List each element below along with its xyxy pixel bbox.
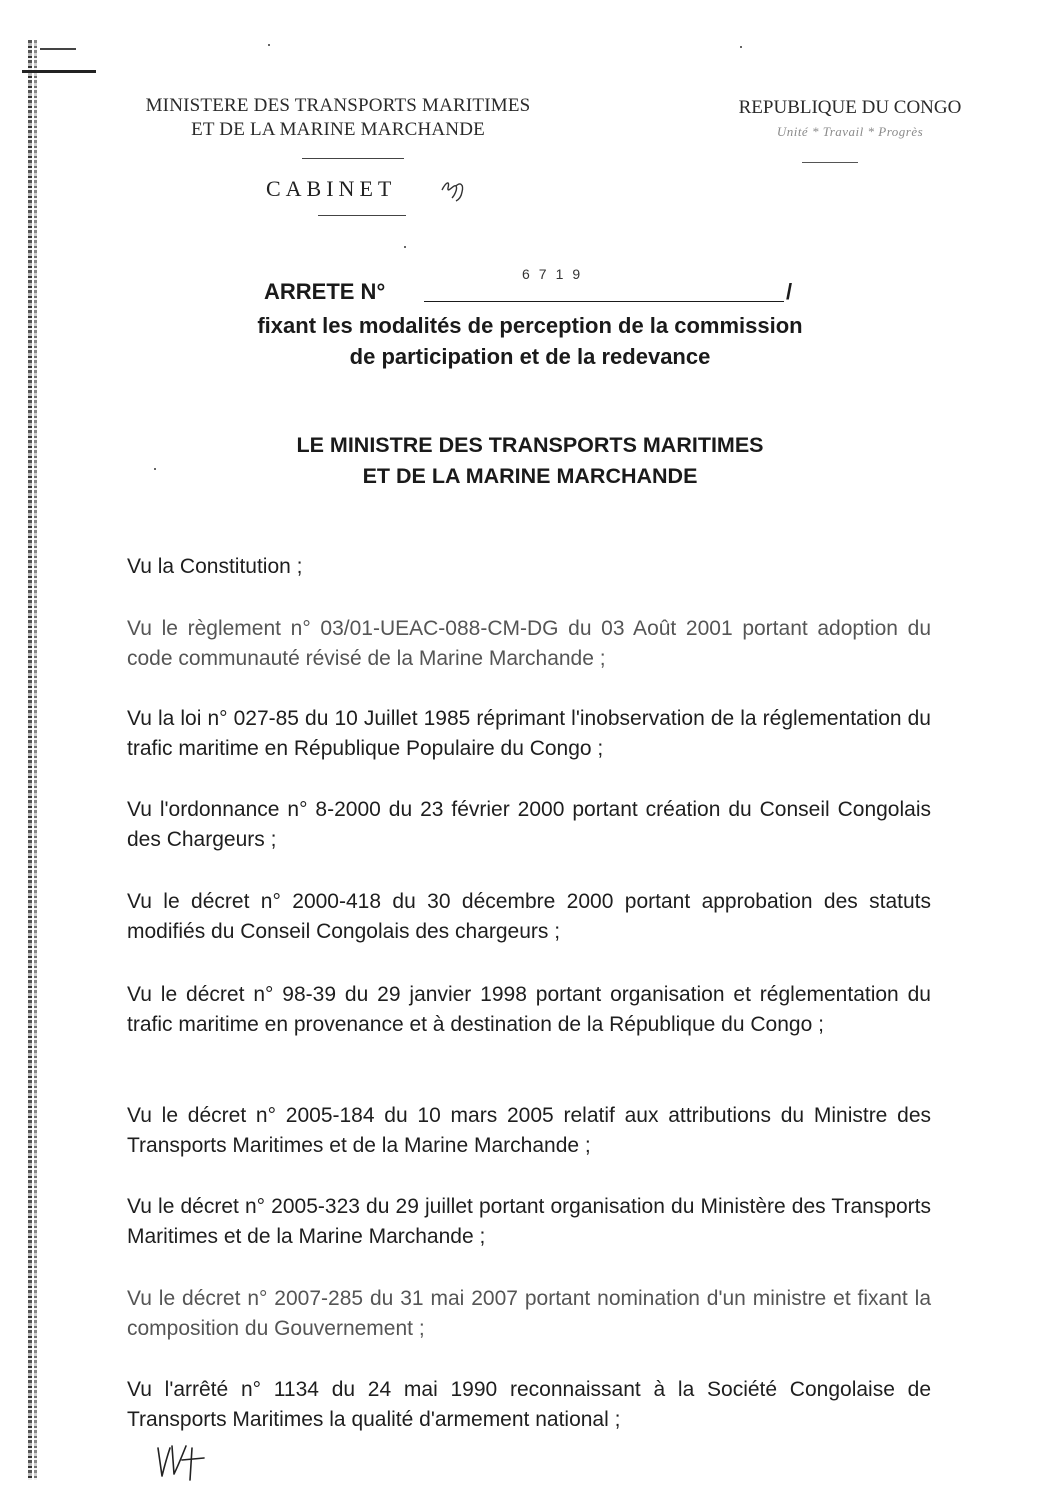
ministry-line-1: MINISTERE DES TRANSPORTS MARITIMES [145, 95, 531, 116]
consideration-paragraph: Vu le décret n° 2005-184 du 10 mars 2005 relatif aux attributions du Ministre des Transports Maritimes et de la Marine Marchande ; [127, 1104, 931, 1157]
consideration-paragraph: Vu la loi n° 027-85 du 10 Juillet 1985 réprimant l'inobservation de la réglementation du trafic maritime en République Populaire du Congo ; [127, 707, 931, 760]
minister-line-1: LE MINISTRE DES TRANSPORTS MARITIMES [296, 433, 764, 457]
minister-line-2: ET DE LA MARINE MARCHANDE [362, 464, 698, 488]
scan-speck [740, 46, 742, 48]
consideration-paragraph: Vu l'arrêté n° 1134 du 24 mai 1990 reconnaissant à la Société Congolaise de Transports Maritimes la qualité d'armement national ; [127, 1378, 931, 1431]
consideration-paragraph: Vu le décret n° 98-39 du 29 janvier 1998 portant organisation et réglementation du trafic maritime en provenance et à destination de la République du Congo ; [127, 983, 931, 1036]
cabinet-label: CABINET [266, 176, 397, 201]
scan-speck [404, 246, 406, 248]
consideration-paragraph: Vu l'ordonnance n° 8-2000 du 23 février 2000 portant création du Conseil Congolais des Chargeurs ; [127, 798, 931, 851]
consideration-paragraph: Vu la Constitution ; [127, 555, 303, 578]
arrete-slash: / [786, 279, 793, 304]
cabinet-divider [318, 215, 406, 216]
scan-mark [22, 70, 96, 73]
scan-speck [154, 468, 156, 470]
subject-line-2: de participation et de la redevance [349, 344, 711, 369]
scan-edge-artifact [28, 40, 38, 1480]
minister-heading [200, 430, 860, 492]
ministry-line-2: ET DE LA MARINE MARCHANDE [191, 119, 485, 140]
arrete-number: 6719 [522, 266, 590, 282]
handwritten-paraph-icon [152, 1438, 212, 1484]
header-divider [302, 158, 404, 159]
national-motto: Unité * Travail * Progrès [776, 124, 924, 139]
scan-speck [268, 44, 270, 46]
subject-line-1: fixant les modalités de perception de la commission [257, 313, 803, 338]
consideration-paragraph: Vu le décret n° 2000-418 du 30 décembre 2000 portant approbation des statuts modifiés du Conseil Congolais des chargeurs ; [127, 890, 931, 943]
consideration-paragraph: Vu le décret n° 2005-323 du 29 juillet portant organisation du Ministère des Transports Maritimes et de la Marine Marchande ; [127, 1195, 931, 1248]
arrete-number-line [424, 301, 784, 302]
consideration-paragraph: Vu le décret n° 2007-285 du 31 mai 2007 portant nomination d'un ministre et fixant la composition du Gouvernement ; [127, 1287, 931, 1340]
ministry-header [118, 94, 558, 142]
consideration-paragraph: Vu le règlement n° 03/01-UEAC-088-CM-DG du 03 Août 2001 portant adoption du code communauté révisé de la Marine Marchande ; [127, 617, 931, 670]
arrete-label: ARRETE N° [264, 279, 386, 304]
republic-header [700, 96, 1000, 144]
arrete-subject [200, 310, 860, 372]
republic-name: REPUBLIQUE DU CONGO [738, 97, 962, 118]
scan-mark [40, 48, 76, 50]
handwritten-initial-icon [438, 172, 468, 202]
republic-divider [802, 162, 858, 163]
